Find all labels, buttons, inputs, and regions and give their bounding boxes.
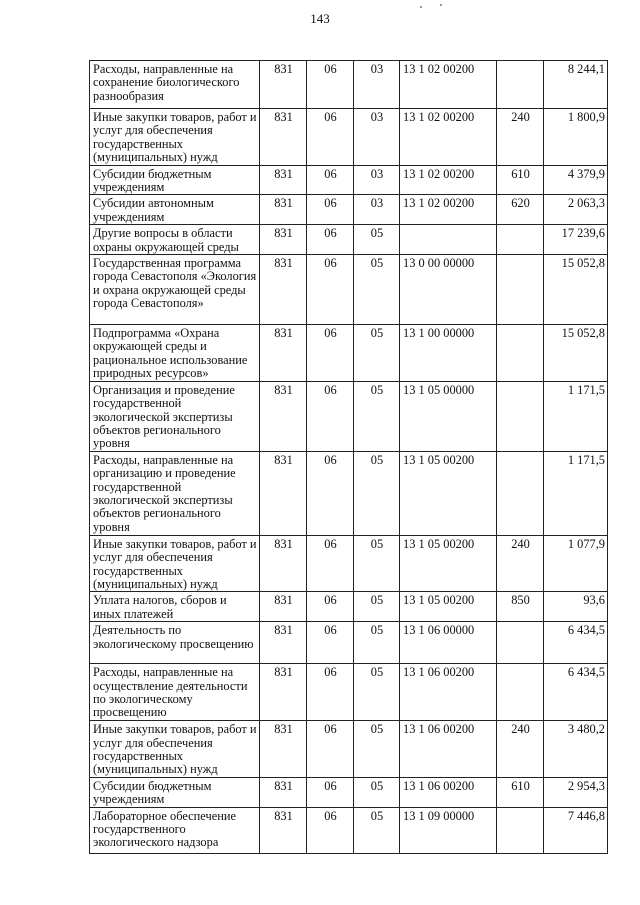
cell-amount: 15 052,8 xyxy=(544,255,608,325)
cell-expense-name: Подпрограмма «Охрана окружающей среды и рациональное использование природных ресурсов» xyxy=(90,325,260,382)
cell-expense-type xyxy=(497,255,544,325)
budget-table xyxy=(89,60,608,854)
table-row xyxy=(90,777,608,807)
cell-target-article: 13 1 02 00200 xyxy=(400,195,497,225)
cell-target-article: 13 1 00 00000 xyxy=(400,325,497,382)
table-row xyxy=(90,622,608,664)
cell-amount: 3 480,2 xyxy=(544,721,608,778)
table-row xyxy=(90,255,608,325)
cell-amount: 1 171,5 xyxy=(544,451,608,535)
cell-department-code: 831 xyxy=(260,381,307,451)
cell-amount: 7 446,8 xyxy=(544,807,608,853)
cell-target-article: 13 1 06 00000 xyxy=(400,622,497,664)
cell-expense-type: 620 xyxy=(497,195,544,225)
cell-subsection: 05 xyxy=(354,451,400,535)
cell-section: 06 xyxy=(307,807,354,853)
cell-section: 06 xyxy=(307,61,354,109)
cell-section: 06 xyxy=(307,165,354,195)
cell-target-article: 13 1 02 00200 xyxy=(400,61,497,109)
cell-expense-name: Лабораторное обеспечение государственного экологического надзора xyxy=(90,807,260,853)
cell-target-article: 13 1 06 00200 xyxy=(400,721,497,778)
cell-amount: 15 052,8 xyxy=(544,325,608,382)
cell-subsection: 05 xyxy=(354,255,400,325)
table-row xyxy=(90,592,608,622)
cell-subsection: 05 xyxy=(354,664,400,721)
cell-section: 06 xyxy=(307,664,354,721)
cell-target-article: 13 1 05 00200 xyxy=(400,592,497,622)
cell-department-code: 831 xyxy=(260,721,307,778)
cell-subsection: 05 xyxy=(354,777,400,807)
scan-speck xyxy=(420,6,422,8)
cell-expense-type: 850 xyxy=(497,592,544,622)
cell-subsection: 03 xyxy=(354,165,400,195)
table-row xyxy=(90,381,608,451)
table-row xyxy=(90,451,608,535)
cell-expense-name: Иные закупки товаров, работ и услуг для обеспечения государственных (муниципальных) нужд xyxy=(90,109,260,166)
table-row xyxy=(90,664,608,721)
cell-amount: 2 954,3 xyxy=(544,777,608,807)
cell-amount: 1 800,9 xyxy=(544,109,608,166)
cell-expense-name: Расходы, направленные на осуществление деятельности по экологическому просвещению xyxy=(90,664,260,721)
cell-department-code: 831 xyxy=(260,255,307,325)
table-row xyxy=(90,721,608,778)
cell-amount: 6 434,5 xyxy=(544,664,608,721)
cell-department-code: 831 xyxy=(260,777,307,807)
cell-amount: 6 434,5 xyxy=(544,622,608,664)
cell-section: 06 xyxy=(307,592,354,622)
cell-subsection: 03 xyxy=(354,61,400,109)
cell-expense-type xyxy=(497,225,544,255)
cell-amount: 1 077,9 xyxy=(544,535,608,592)
cell-subsection: 05 xyxy=(354,535,400,592)
cell-section: 06 xyxy=(307,195,354,225)
budget-table-body xyxy=(90,61,608,854)
cell-section: 06 xyxy=(307,721,354,778)
cell-department-code: 831 xyxy=(260,225,307,255)
cell-subsection: 05 xyxy=(354,622,400,664)
table-row xyxy=(90,807,608,853)
cell-subsection: 05 xyxy=(354,325,400,382)
cell-expense-name: Организация и проведение государственной экологической экспертизы объектов регионального уровня xyxy=(90,381,260,451)
cell-target-article: 13 1 02 00200 xyxy=(400,109,497,166)
cell-expense-name: Субсидии автономным учреждениям xyxy=(90,195,260,225)
cell-subsection: 05 xyxy=(354,592,400,622)
cell-target-article xyxy=(400,225,497,255)
table-row xyxy=(90,195,608,225)
page-number: 143 xyxy=(310,11,330,26)
cell-amount: 4 379,9 xyxy=(544,165,608,195)
cell-expense-type xyxy=(497,664,544,721)
cell-expense-name: Уплата налогов, сборов и иных платежей xyxy=(90,592,260,622)
cell-expense-type xyxy=(497,451,544,535)
cell-target-article: 13 1 09 00000 xyxy=(400,807,497,853)
scan-speck xyxy=(440,4,442,6)
table-row xyxy=(90,225,608,255)
cell-department-code: 831 xyxy=(260,195,307,225)
table-row xyxy=(90,535,608,592)
cell-department-code: 831 xyxy=(260,592,307,622)
cell-section: 06 xyxy=(307,535,354,592)
cell-department-code: 831 xyxy=(260,109,307,166)
cell-expense-type xyxy=(497,622,544,664)
cell-department-code: 831 xyxy=(260,622,307,664)
cell-expense-name: Субсидии бюджетным учреждениям xyxy=(90,777,260,807)
cell-section: 06 xyxy=(307,255,354,325)
cell-amount: 17 239,6 xyxy=(544,225,608,255)
cell-expense-type xyxy=(497,325,544,382)
cell-department-code: 831 xyxy=(260,325,307,382)
cell-expense-type xyxy=(497,807,544,853)
cell-section: 06 xyxy=(307,777,354,807)
cell-section: 06 xyxy=(307,381,354,451)
cell-expense-type xyxy=(497,61,544,109)
cell-target-article: 13 1 02 00200 xyxy=(400,165,497,195)
cell-expense-name: Деятельность по экологическому просвещению xyxy=(90,622,260,664)
cell-target-article: 13 1 06 00200 xyxy=(400,777,497,807)
cell-department-code: 831 xyxy=(260,535,307,592)
cell-subsection: 05 xyxy=(354,381,400,451)
table-row xyxy=(90,165,608,195)
cell-expense-name: Иные закупки товаров, работ и услуг для обеспечения государственных (муниципальных) нужд xyxy=(90,535,260,592)
cell-subsection: 05 xyxy=(354,225,400,255)
cell-amount: 8 244,1 xyxy=(544,61,608,109)
cell-section: 06 xyxy=(307,451,354,535)
cell-section: 06 xyxy=(307,325,354,382)
cell-expense-name: Государственная программа города Севастополя «Экология и охрана окружающей среды города Севастополя» xyxy=(90,255,260,325)
cell-expense-name: Расходы, направленные на сохранение биологического разнообразия xyxy=(90,61,260,109)
cell-expense-name: Другие вопросы в области охраны окружающей среды xyxy=(90,225,260,255)
cell-expense-type: 240 xyxy=(497,535,544,592)
cell-expense-name: Иные закупки товаров, работ и услуг для обеспечения государственных (муниципальных) нужд xyxy=(90,721,260,778)
cell-subsection: 03 xyxy=(354,109,400,166)
table-row xyxy=(90,61,608,109)
cell-amount: 2 063,3 xyxy=(544,195,608,225)
cell-amount: 1 171,5 xyxy=(544,381,608,451)
cell-subsection: 05 xyxy=(354,807,400,853)
cell-target-article: 13 1 05 00200 xyxy=(400,451,497,535)
table-row xyxy=(90,109,608,166)
cell-target-article: 13 0 00 00000 xyxy=(400,255,497,325)
cell-department-code: 831 xyxy=(260,451,307,535)
cell-department-code: 831 xyxy=(260,61,307,109)
cell-subsection: 03 xyxy=(354,195,400,225)
cell-expense-type: 240 xyxy=(497,109,544,166)
table-row xyxy=(90,325,608,382)
cell-section: 06 xyxy=(307,225,354,255)
cell-expense-name: Расходы, направленные на организацию и проведение государственной экологической экспертизы объектов регионального уровня xyxy=(90,451,260,535)
cell-expense-type xyxy=(497,381,544,451)
cell-expense-type: 240 xyxy=(497,721,544,778)
cell-amount: 93,6 xyxy=(544,592,608,622)
cell-target-article: 13 1 05 00200 xyxy=(400,535,497,592)
cell-section: 06 xyxy=(307,109,354,166)
cell-department-code: 831 xyxy=(260,807,307,853)
cell-department-code: 831 xyxy=(260,165,307,195)
cell-expense-name: Субсидии бюджетным учреждениям xyxy=(90,165,260,195)
cell-target-article: 13 1 05 00000 xyxy=(400,381,497,451)
cell-target-article: 13 1 06 00200 xyxy=(400,664,497,721)
cell-expense-type: 610 xyxy=(497,165,544,195)
cell-section: 06 xyxy=(307,622,354,664)
cell-department-code: 831 xyxy=(260,664,307,721)
cell-subsection: 05 xyxy=(354,721,400,778)
cell-expense-type: 610 xyxy=(497,777,544,807)
